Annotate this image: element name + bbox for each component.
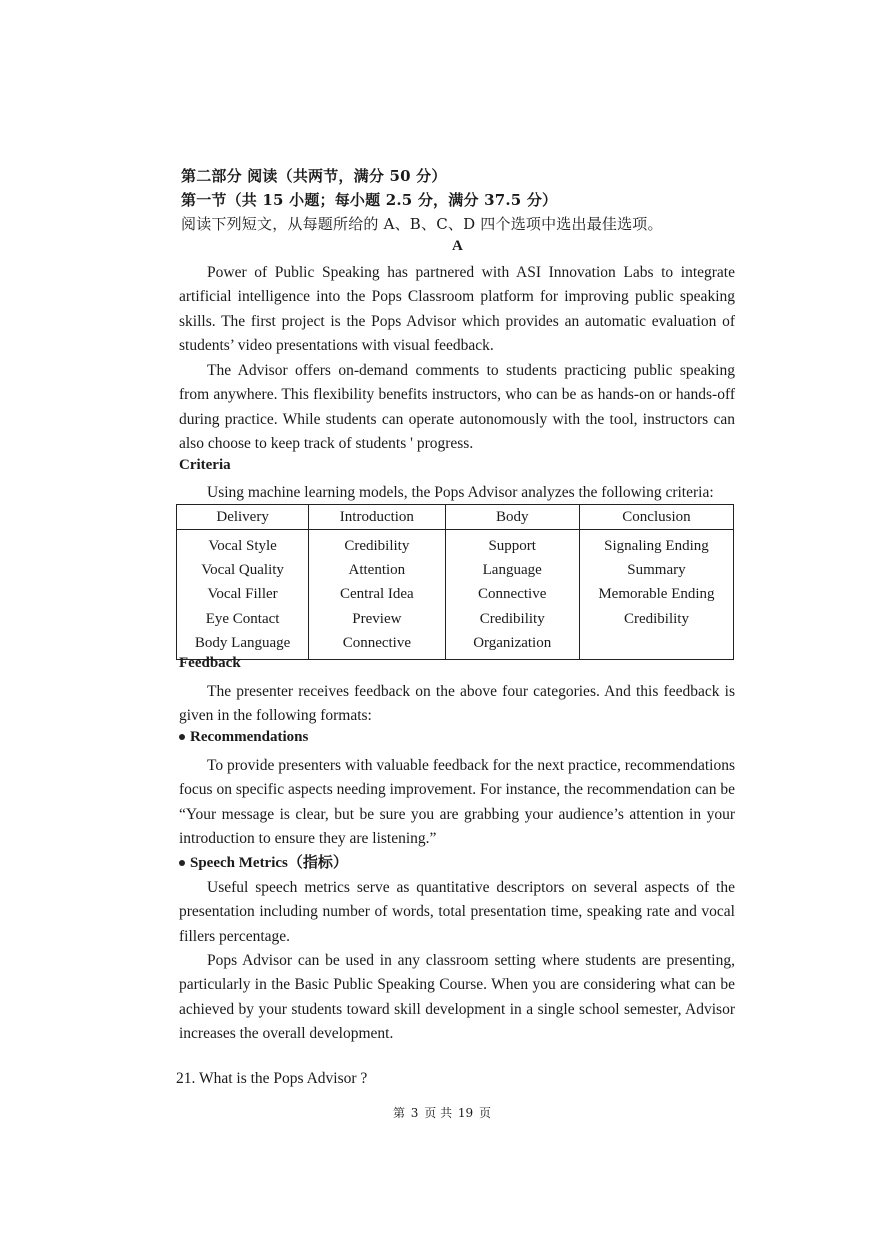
bullet-icon — [179, 734, 185, 740]
column-header-delivery: Delivery — [177, 505, 309, 530]
table-cell: Credibility — [445, 607, 579, 631]
table-row — [177, 530, 734, 559]
footer-mid: 页 共 — [424, 1106, 453, 1120]
passage-title: A — [452, 238, 463, 254]
speech-metrics-text: Useful speech metrics serve as quantitative descriptors on several aspects of the presentation including number of words, total presentation time, speaking rate and vocal fillers percentage. — [179, 879, 735, 945]
criteria-table — [176, 504, 734, 660]
page-footer — [0, 1104, 884, 1121]
recommendations-heading-label: Recommendations — [190, 729, 309, 745]
column-header-conclusion: Conclusion — [579, 505, 733, 530]
table-cell: Signaling Ending — [579, 530, 733, 559]
criteria-table-header-row — [177, 505, 734, 530]
intro-paragraph-2: The Advisor offers on-demand comments to students practicing public speaking from anywhere. This flexibility benefits instructors, who can be as hands-on or hands-off during practice. While students can operate autonomously with the tool, instructors can also choose to keep track of students ' progress. — [179, 362, 735, 452]
footer-suffix: 页 — [479, 1106, 492, 1120]
feedback-heading: Feedback — [179, 655, 241, 671]
table-cell: Vocal Quality — [177, 558, 309, 582]
table-cell: Credibility — [579, 607, 733, 631]
table-row — [177, 583, 734, 607]
intro-paragraph-1: Power of Public Speaking has partnered with ASI Innovation Labs to integrate artificial intelligence into the Pops Classroom platform for improving public speaking skills. The first project is the Pops Advisor which provides an automatic evaluation of students’ video presentations with visual feedback. — [179, 264, 735, 354]
recommendations-heading — [179, 729, 308, 746]
table-cell: Connective — [309, 632, 445, 660]
table-cell: Summary — [579, 558, 733, 582]
question-21: 21. What is the Pops Advisor ? — [176, 1070, 368, 1087]
table-cell: Memorable Ending — [579, 583, 733, 607]
section-header — [181, 164, 741, 236]
criteria-heading: Criteria — [179, 457, 231, 473]
footer-prefix: 第 — [392, 1106, 405, 1120]
table-cell: Preview — [309, 607, 445, 631]
table-cell: Language — [445, 558, 579, 582]
speech-metrics-heading-label: Speech Metrics（指标） — [190, 855, 348, 871]
footer-total-pages: 19 — [457, 1106, 474, 1120]
table-cell: Eye Contact — [177, 607, 309, 631]
footer-page-number: 3 — [410, 1106, 419, 1120]
table-row — [177, 558, 734, 582]
table-cell: Connective — [445, 583, 579, 607]
table-row — [177, 632, 734, 660]
table-cell: Body Language — [177, 632, 309, 660]
instructions: 阅读下列短文，从每题所给的 A、B、C、D 四个选项中选出最佳选项。 — [181, 215, 663, 233]
bullet-icon — [179, 860, 185, 866]
table-cell: Credibility — [309, 530, 445, 559]
table-cell: Central Idea — [309, 583, 445, 607]
table-cell: Organization — [445, 632, 579, 660]
table-cell: Support — [445, 530, 579, 559]
table-cell: Vocal Filler — [177, 583, 309, 607]
table-cell: Vocal Style — [177, 530, 309, 559]
criteria-intro: Using machine learning models, the Pops Advisor analyzes the following criteria: — [207, 484, 714, 501]
table-cell: Attention — [309, 558, 445, 582]
column-header-introduction: Introduction — [309, 505, 445, 530]
speech-metrics-heading — [179, 851, 348, 872]
section-title: 第一节（共 15 小题；每小题 2.5 分，满分 37.5 分） — [181, 191, 558, 209]
closing-paragraph: Pops Advisor can be used in any classroom setting where students are presenting, particularly in the Basic Public Speaking Course. When you are considering what can be achieved by your students toward skill development in a single school semester, Advisor increases the overall development. — [179, 952, 735, 1042]
part-title: 第二部分 阅读（共两节，满分 50 分） — [181, 167, 447, 185]
table-cell — [579, 632, 733, 660]
column-header-body: Body — [445, 505, 579, 530]
feedback-intro: The presenter receives feedback on the above four categories. And this feedback is given in the following formats: — [179, 683, 735, 725]
recommendations-text: To provide presenters with valuable feedback for the next practice, recommendations focus on specific aspects needing improvement. For instance, the recommendation can be “Your message is clear, but be sure you are grabbing your audience’s attention in your introduction to ensure they are listening.” — [179, 757, 735, 847]
table-row — [177, 607, 734, 631]
